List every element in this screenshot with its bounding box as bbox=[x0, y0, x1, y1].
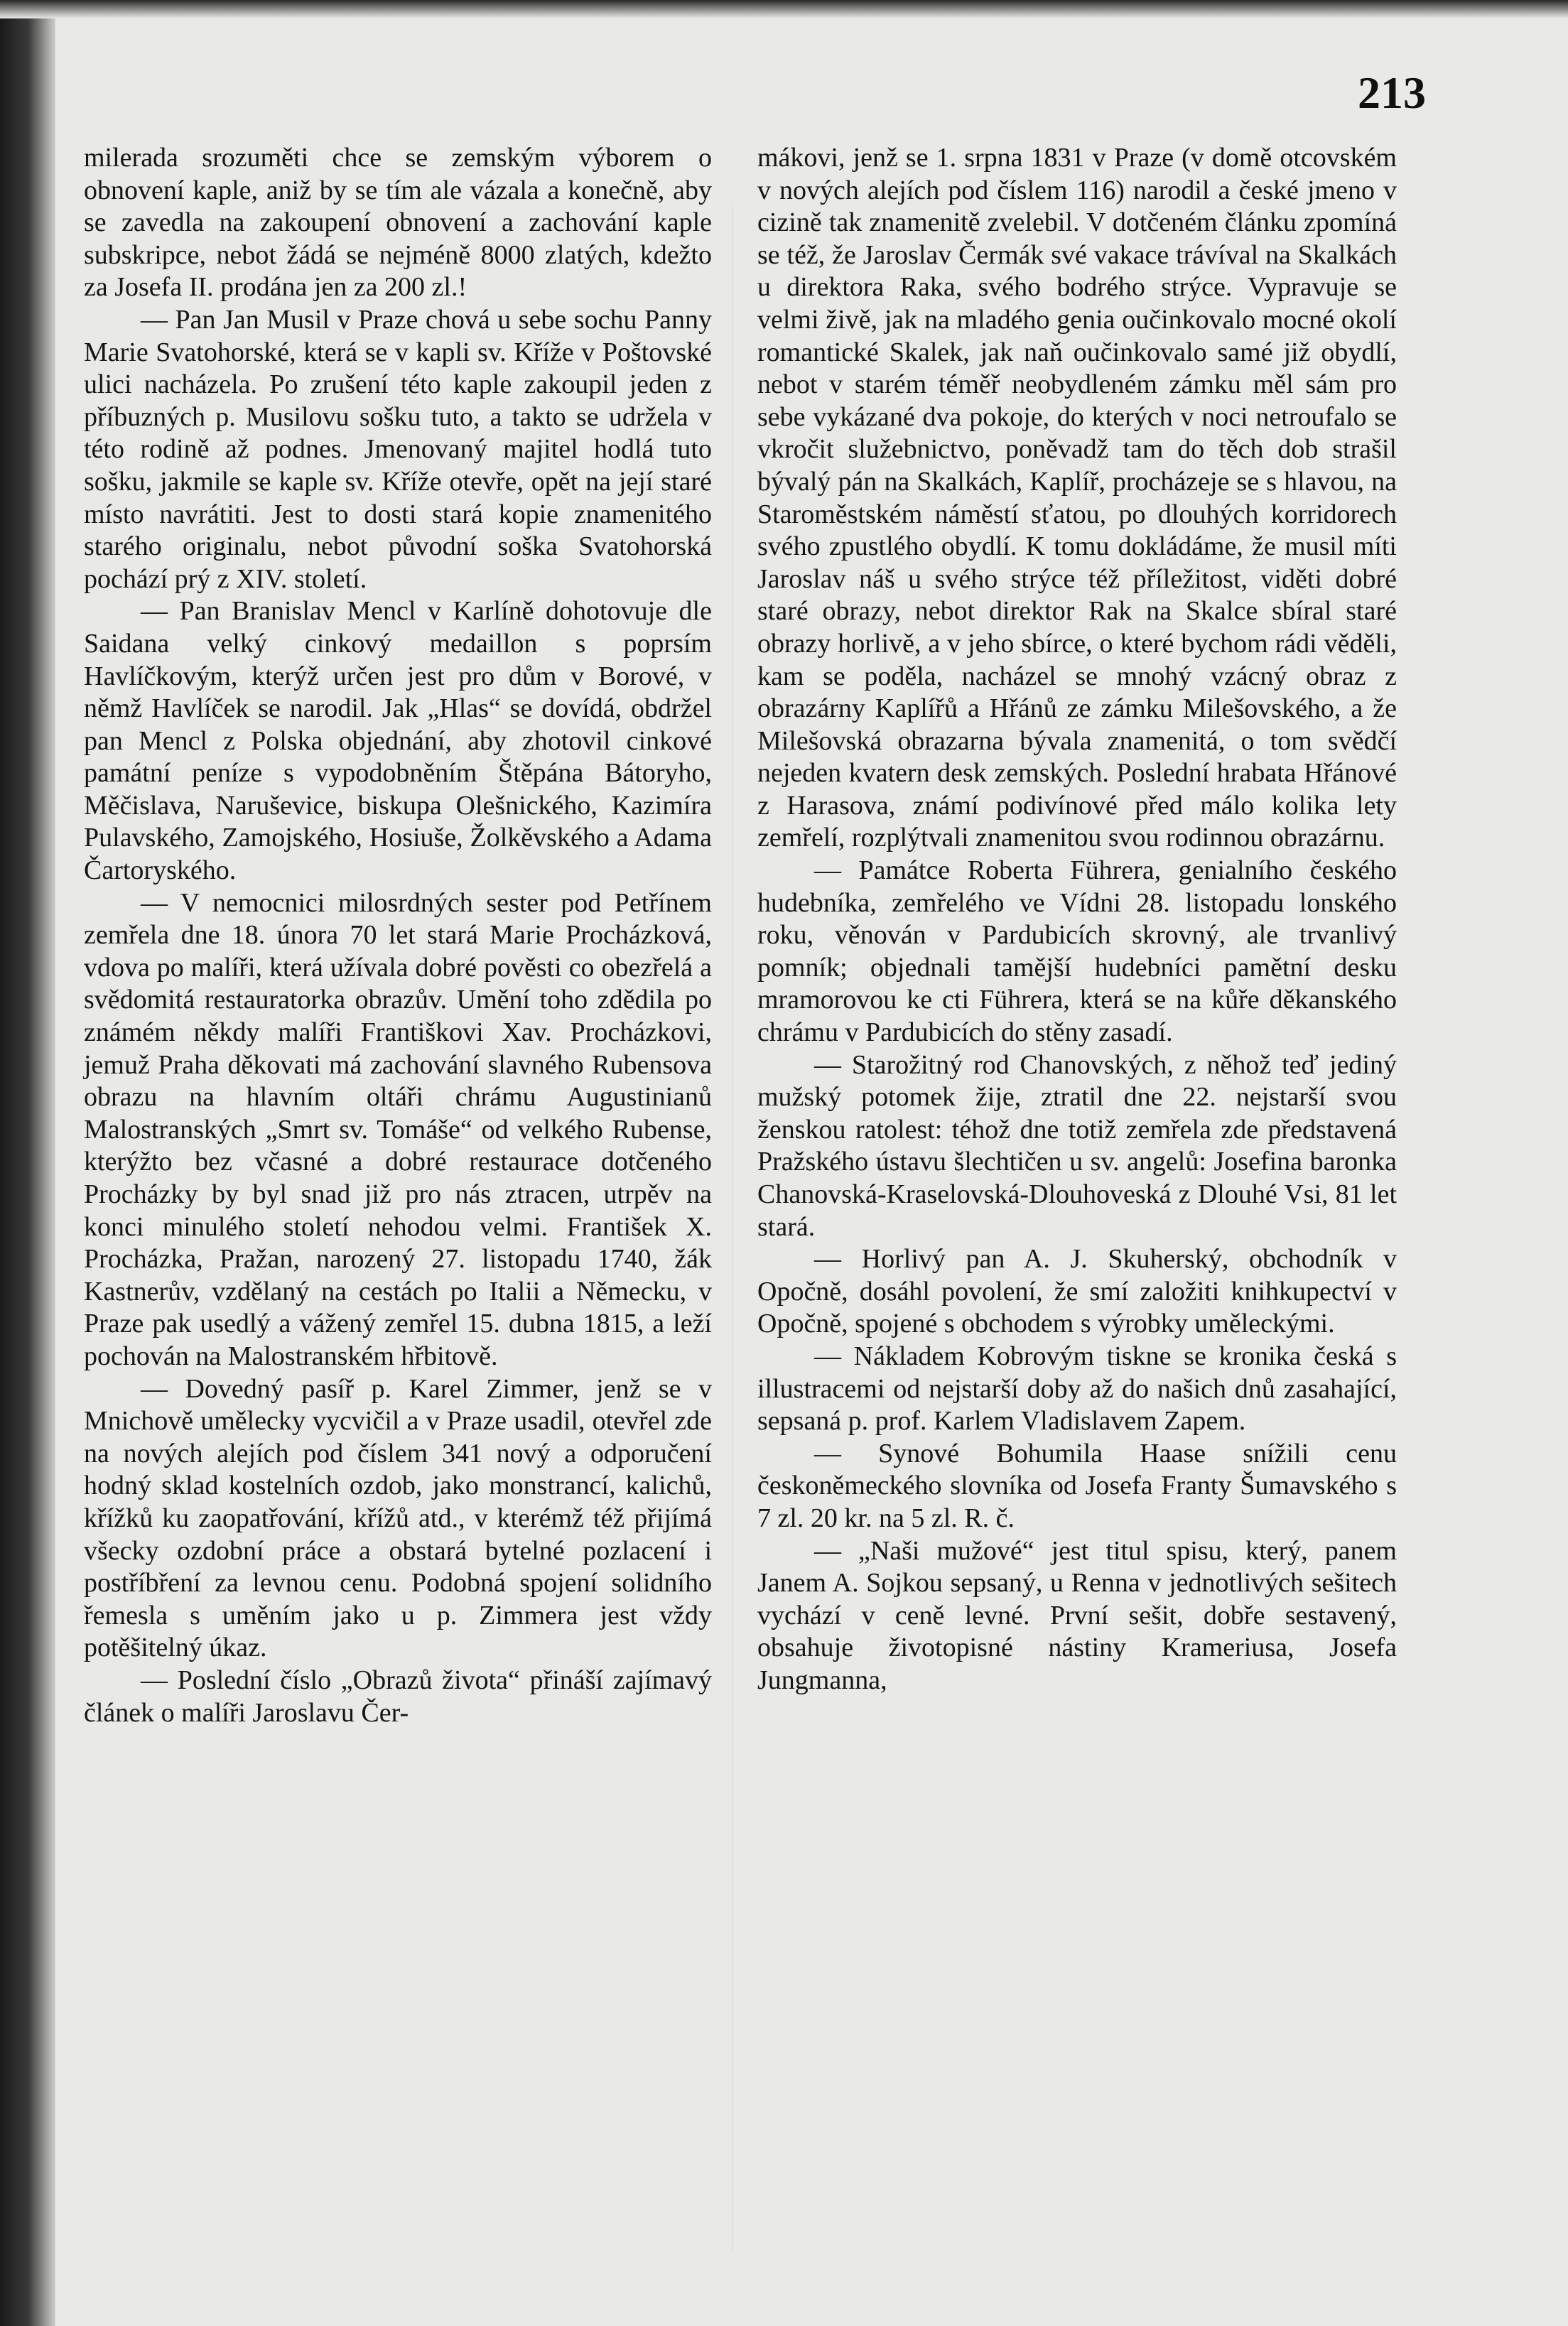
paragraph-obrazy-zivota: — Poslední číslo „Obrazů života“ přináší zajímavý článek o malíři Jaroslavu Čer- bbox=[84, 1665, 712, 1728]
scan-edge-top bbox=[0, 0, 1568, 18]
paragraph-kobr-kronika: — Nákladem Kobrovým tiskne se kronika česká s illustracemi od nejstarší doby až do našich dnů zasahající, sepsaná p. prof. Karlem Vladislavem Zapem. bbox=[757, 1341, 1397, 1437]
paragraph-robert-fuhrer: — Památce Roberta Führera, genialního českého hudebníka, zemřelého ve Vídni 28. listopadu lonského roku, věnován v Pardubicích skrovný, ale trvanlivý pomník; objednali tamější hudebníci pamětní desku mramorovou ke cti Führera, která se na kůře děkanského chrámu v Pardubicích do stěny zasadí. bbox=[757, 855, 1397, 1048]
paragraph-nasi-muzove: — „Naši mužové“ jest titul spisu, který, panem Janem A. Sojkou sepsaný, u Renna v jednotlivých sešitech vychází v ceně levné. První sešit, dobře sestavený, obsahuje životopisné nástiny Krameriusa, Josefa Jungmanna, bbox=[757, 1535, 1397, 1695]
paragraph-karel-zimmer: — Dovedný pasíř p. Karel Zimmer, jenž se v Mnichově umělecky vycvičil a v Praze usadil, otevřel zde na nových alejích pod číslem 341 nový a odporučení hodný sklad kostelních ozdob, jako monstrancí, kalichů, křížků ku zaopatřování, křížů atd., v kterémž též přijímá všecky ozdobní práce a obstará bytelné pozlacení i postříbření za levnou cenu. Podobná spojení solidního řemesla s uměním jako u p. Zimmera jest vždy potěšitelný úkaz. bbox=[84, 1373, 712, 1663]
paragraph-kaple-obnoveni: milerada srozuměti chce se zemským výborem o obnovení kaple, aniž by se tím ale vázala a konečně, aby se zavedla na zakoupení obnovení a zachování kaple subskripce, nebot žádá se nejméně 8000 zlatých, kdežto za Josefa II. prodána jen za 200 zl.! bbox=[84, 143, 712, 303]
left-column bbox=[84, 142, 712, 1729]
paragraph-jaroslav-cermak: mákovi, jenž se 1. srpna 1831 v Praze (v domě otcovském v nových alejích pod číslem 116) narodil a české jmeno v cizině tak znamenitě zvelebil. V dotčeném článku zpomíná se též, že Jaroslav Čermák své vakace trávíval na Skalkách u direktora Raka, svého bodrého strýce. Vypravuje se velmi živě, jak na mladého genia oučinkovalo mocné okolí romantické Skalek, jak naň oučinkovalo samé již obydlí, nebot v starém téměř neobydleném zámku měl sám pro sebe vykázané dva pokoje, do kterých v noci netroufalo se vkročit služebnictvo, poněvadž tam do těch dob strašil bývalý pán na Skalkách, Kaplíř, procházeje se s hlavou, na Staroměstském náměstí sťatou, po dlouhých korridorech svého zpustlého obydlí. K tomu dokládáme, že musil míti Jaroslav náš u svého strýce též příležitost, viděti dobré staré obrazy, nebot direktor Rak na Skalce sbíral staré obrazy horlivě, a v jeho sbírce, o které bychom rádi věděli, kam se poděla, nacházel se mnohý vzácný obraz z obrazárny Kaplířů a Hřánů ze zámku Milešovského, a že Milešovská obrazarna bývala znamenitá, o tom svědčí nejeden kvatern desk zemských. Poslední hrabata Hřánové z Harasova, známí podivínové před málo kolika lety zemřelí, rozplýtvali znamenitou svou rodinnou obrazárnu. bbox=[757, 143, 1397, 853]
paragraph-branislav-mencl: — Pan Branislav Mencl v Karlíně dohotovuje dle Saidana velký cinkový medaillon s poprsím Havlíčkovým, kterýž určen jest pro dům v Borové, v němž Havlíček se narodil. Jak „Hlas“ se dovídá, obdržel pan Mencl z Polska objednání, aby zhotovil cinkové památní peníze s vypodobněním Štěpána Bátoryho, Měčislava, Naruševice, biskupa Olešnického, Kazimíra Pulavského, Zamojského, Hosiuše, Žolkěvského a Adama Čartoryského. bbox=[84, 596, 712, 886]
paragraph-marie-prochazkova: — V nemocnici milosrdných sester pod Petřínem zemřela dne 18. února 70 let stará Marie Procházková, vdova po malíři, která užívala dobré pověsti co obezřelá a svědomitá restauratorka obrazův. Umění toho zdědila po známém někdy malíři Františkovi Xav. Procházkovi, jemuž Praha děkovati má zachování slavného Rubensova obrazu na hlavním oltáři chrámu Augustinianů Malostranských „Smrt sv. Tomáše“ od velkého Rubense, kterýžto bez včasné a dobré restaurace dotčeného Procházky by byl snad již pro nás ztracen, utrpěv na konci minulého století nehodou velmi. František X. Procházka, Pražan, narozený 27. listopadu 1740, žák Kastnerův, vzdělaný na cestách po Italii a Německu, v Praze pak usedlý a vážený zemřel 15. dubna 1815, a leží pochován na Malostranském hřbitově. bbox=[84, 887, 712, 1371]
page-number: 213 bbox=[1358, 67, 1426, 118]
right-column bbox=[757, 142, 1397, 1697]
paragraph-skuhersky: — Horlivý pan A. J. Skuherský, obchodník v Opočně, dosáhl povolení, že smí založiti knihkupectví v Opočně, spojené s obchodem s výrobky uměleckými. bbox=[757, 1244, 1397, 1339]
paragraph-haase-slovnik: — Synové Bohumila Haase snížili cenu českoněmeckého slovníka od Josefa Franty Šumavského s 7 zl. 20 kr. na 5 zl. R. č. bbox=[757, 1438, 1397, 1533]
paragraph-jan-musil: — Pan Jan Musil v Praze chová u sebe sochu Panny Marie Svatohorské, která se v kapli sv. Kříže v Poštovské ulici nacházela. Po zrušení této kaple zakoupil jeden z příbuzných p. Musilovu sošku tuto, a takto se udržela v této rodině až podnes. Jmenovaný majitel hodlá tuto sošku, jakmile se kaple sv. Kříže otevře, opět na její staré místo navrátiti. Jest to dosti stará kopie znamenitého starého originalu, nebot původní soška Svatohorská pochází prý z XIV. století. bbox=[84, 304, 712, 594]
paragraph-chanovsky: — Starožitný rod Chanovských, z něhož teď jediný mužský potomek žije, ztratil dne 22. nejstarší svou ženskou ratolest: téhož dne totiž zemřela zde představená Pražského ústavu šlechtičen u sv. angelů: Josefina baronka Chanovská-Kraselovská-Dlouhoveská z Dlouhé Vsi, 81 let stará. bbox=[757, 1049, 1397, 1242]
scan-edge-left bbox=[0, 0, 55, 2326]
